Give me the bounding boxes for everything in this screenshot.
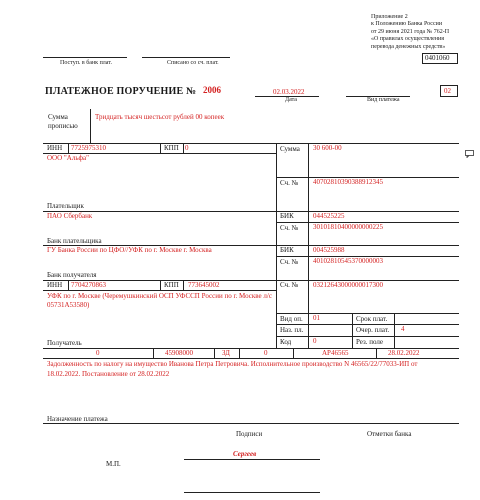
recipient-bank-role-label: Банк получателя [47, 271, 97, 279]
tax-divider-1 [153, 348, 154, 358]
op-right-divider [394, 313, 395, 348]
form-code: 0401060 [425, 54, 450, 62]
op-middle-divider [352, 313, 353, 348]
recipient-name: УФК по г. Москве (Черемушкинский ОСП УФССП России по г. Москве л/с 05731А53580) [47, 292, 272, 309]
signature-mark: Сергеев [233, 450, 257, 458]
op-type-label: Вид оп. [280, 315, 303, 323]
tax-field-status: 0 [96, 349, 100, 357]
payer-inn-kpp-divider [160, 143, 161, 153]
payment-purpose-label: Назначение платежа [47, 415, 108, 423]
status-code: 02 [444, 87, 451, 95]
payer-kpp: 0 [185, 144, 189, 152]
payer-name: ООО "Альфа" [47, 154, 90, 162]
payer-inn-label: ИНН [47, 144, 63, 152]
payer-bank-account-label: Сч. № [280, 224, 299, 232]
date-label: Дата [285, 97, 297, 103]
due-date-label: Срок плат. [356, 315, 388, 323]
recipient-kpp-label: КПП [164, 281, 179, 289]
received-label: Поступ. в банк плат. [60, 60, 112, 66]
recipient-bank-bik-label: БИК [280, 246, 294, 254]
signature-line-1 [184, 459, 320, 460]
row-line-purpose-bottom [43, 423, 459, 424]
comment-icon-graphic [465, 150, 474, 158]
recipient-role-label: Получатель [47, 339, 82, 347]
recipient-inn-kpp-divider [160, 280, 161, 290]
row-line-code [276, 336, 459, 337]
payer-account: 40702810390388912345 [313, 178, 383, 186]
tax-field-doc-number: АР46565 [322, 349, 349, 357]
payer-kpp-label-divider [183, 143, 184, 153]
bank-marks-label: Отметки банка [367, 430, 412, 438]
amount-words-divider [90, 109, 91, 143]
code-value: 0 [313, 337, 317, 345]
row-line-recipient-inn-bottom [43, 290, 276, 291]
payer-inn: 7725975310 [71, 144, 106, 152]
stamp-label: М.П. [106, 460, 121, 468]
payment-order-value: 4 [401, 325, 405, 333]
tax-divider-4 [293, 348, 294, 358]
debited-label: Списано со сч. плат. [167, 60, 219, 66]
signature-line-2 [184, 492, 320, 493]
purpose-code-label: Наз. пл. [280, 326, 304, 334]
amount-words-label-line-1: Сумма [48, 113, 68, 121]
row-line-purpose-code [276, 324, 459, 325]
recipient-inn-label: ИНН [47, 281, 63, 289]
amount-value: 30 600-00 [313, 144, 342, 152]
payment-order-label: Очер. плат. [356, 326, 390, 334]
payer-bank-corr-account: 30101810400000000225 [313, 223, 383, 231]
order-number: 2006 [203, 85, 221, 95]
code-label: Код [280, 338, 292, 346]
received-line [43, 57, 127, 58]
recipient-bank-bik: 004525988 [313, 246, 345, 254]
op-type: 01 [313, 314, 320, 322]
row-line-op-type [276, 313, 459, 314]
amount-words-value: Тридцать тысяч шестьсот рублей 00 копеек [95, 113, 225, 121]
appendix-line-4: «О правилах осуществления [371, 36, 444, 43]
payment-type-label: Вид платежа [367, 97, 400, 103]
comment-icon[interactable] [465, 145, 474, 153]
payer-kpp-label: КПП [164, 144, 179, 152]
recipient-inn: 7704270863 [71, 281, 106, 289]
row-line-payer-bank [43, 211, 459, 212]
reserve-field-label: Рез. поле [356, 338, 384, 346]
payment-purpose-text: Задолженность по налогу на имущество Иванова Петра Петровича. Исполнительное производство N 46565/22/77033-ИП от 18.02.2022. Постановление от 28.02.2022 [47, 360, 418, 378]
tax-divider-3 [239, 348, 240, 358]
signatures-label: Подписи [236, 430, 263, 438]
recipient-bank-corr-account: 40102810545370000003 [313, 257, 383, 265]
recipient-account: 03212643000000017300 [313, 281, 383, 289]
amount-label: Сумма [280, 145, 300, 153]
appendix-note [371, 14, 449, 51]
appendix-line-3: от 29 июня 2021 года № 762-П [371, 28, 450, 35]
tax-divider-2 [214, 348, 215, 358]
recipient-bank-name: ГУ Банка России по ЦФО//УФК по г. Москве г. Москва [47, 246, 212, 254]
tax-field-basis: ЗД [222, 349, 230, 357]
appendix-line-2: к Положению Банка России [371, 21, 443, 28]
tax-field-period: 0 [264, 349, 268, 357]
order-date: 02.03.2022 [273, 88, 305, 96]
recipient-kpp-label-divider [183, 280, 184, 290]
recipient-kpp: 773645002 [188, 281, 220, 289]
debited-line [142, 57, 230, 58]
amount-words-label-line-2: прописью [48, 122, 78, 130]
tax-field-oktmo: 45908000 [165, 349, 193, 357]
payer-inn-label-divider [68, 143, 69, 153]
payer-role-label: Плательщик [47, 202, 84, 210]
amount-words-label [48, 113, 78, 131]
payer-bank-bik: 044525225 [313, 212, 345, 220]
tax-divider-5 [376, 348, 377, 358]
recipient-account-label: Сч. № [280, 281, 299, 289]
appendix-line-5: перевода денежных средств» [371, 43, 446, 50]
payer-bank-bik-label: БИК [280, 212, 294, 220]
appendix-line-1: Приложение 2 [371, 14, 408, 20]
payer-bank-role-label: Банк плательщика [47, 237, 102, 245]
recipient-inn-label-divider [68, 280, 69, 290]
payer-bank-name: ПАО Сбербанк [47, 212, 93, 220]
tax-field-doc-date: 28.02.2022 [388, 349, 420, 357]
payer-account-label: Сч. № [280, 179, 299, 187]
recipient-bank-account-label: Сч. № [280, 258, 299, 266]
document-title: ПЛАТЕЖНОЕ ПОРУЧЕНИЕ № [45, 86, 197, 97]
